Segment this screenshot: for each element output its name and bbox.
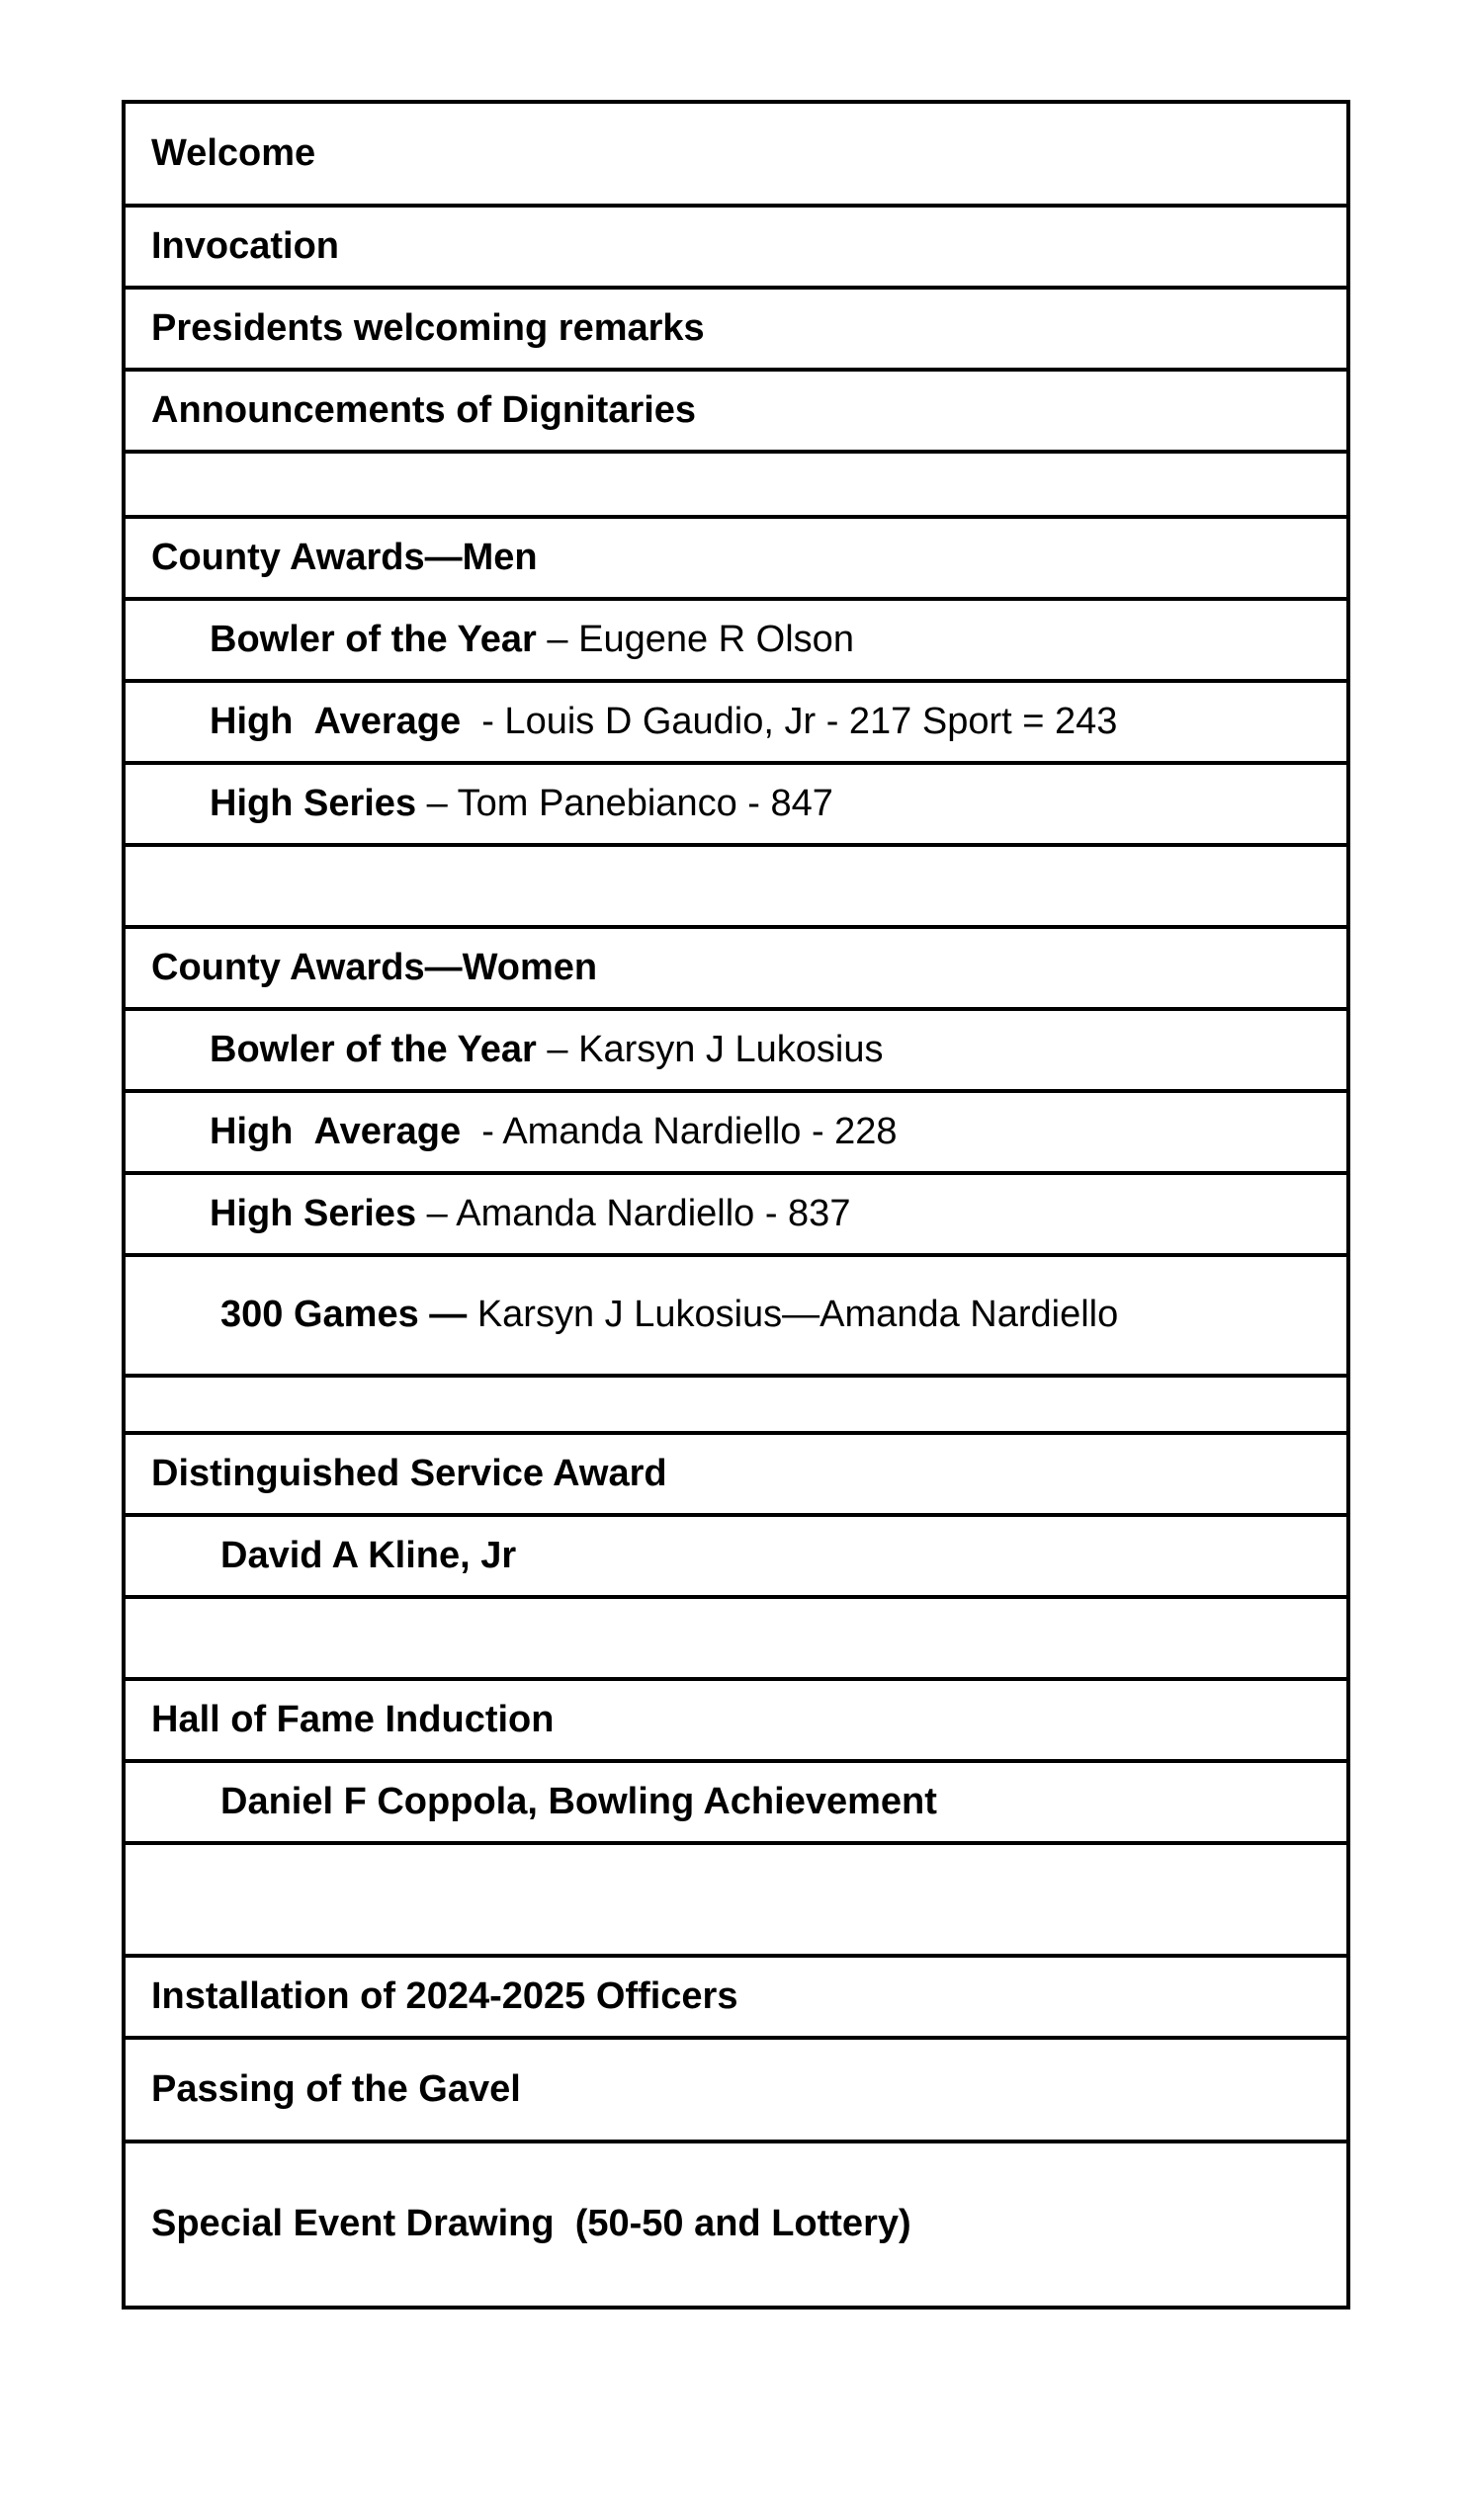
gavel-text: Passing of the Gavel <box>124 2038 1348 2142</box>
hall-of-fame-heading: Hall of Fame Induction <box>124 1679 1348 1761</box>
women-high-series-cell <box>124 1173 1348 1255</box>
women-average-label: High Average <box>210 1110 462 1152</box>
men-series-label: High Series <box>210 782 417 824</box>
men-average-label: High Average <box>210 700 462 742</box>
row-women-bowler-of-year <box>124 1009 1348 1091</box>
men-bowler-of-year-cell <box>124 599 1348 681</box>
drawing-text: Special Event Drawing (50-50 and Lottery) <box>124 2142 1348 2308</box>
row-installation <box>124 1956 1348 2038</box>
presidents-remarks-text: Presidents welcoming remarks <box>124 288 1348 370</box>
row-hall-of-fame-heading <box>124 1679 1348 1761</box>
men-bowler-value: – Eugene R Olson <box>536 618 854 660</box>
women-bowler-of-year-cell <box>124 1009 1348 1091</box>
women-series-value: – Amanda Nardiello - 837 <box>416 1192 851 1234</box>
row-men-bowler-of-year <box>124 599 1348 681</box>
games-value: Karsyn J Lukosius—Amanda Nardiello <box>467 1294 1119 1336</box>
men-bowler-label: Bowler of the Year <box>210 618 537 660</box>
women-bowler-value: – Karsyn J Lukosius <box>536 1028 884 1070</box>
row-dignitaries <box>124 370 1348 452</box>
row-men-high-series <box>124 763 1348 845</box>
row-men-high-average <box>124 681 1348 763</box>
women-300-games-cell <box>124 1255 1348 1376</box>
row-hall-of-fame-inductee <box>124 1761 1348 1843</box>
row-presidents-remarks <box>124 288 1348 370</box>
welcome-text: Welcome <box>124 102 1348 206</box>
invocation-text: Invocation <box>124 206 1348 288</box>
program-table <box>122 100 1350 2310</box>
service-award-heading: Distinguished Service Award <box>124 1433 1348 1515</box>
dignitaries-text: Announcements of Dignitaries <box>124 370 1348 452</box>
women-bowler-label: Bowler of the Year <box>210 1028 537 1070</box>
spacer-cell <box>124 452 1348 517</box>
service-award-recipient: David A Kline, Jr <box>124 1515 1348 1597</box>
row-women-high-series <box>124 1173 1348 1255</box>
row-drawing <box>124 2142 1348 2308</box>
row-men-heading <box>124 517 1348 599</box>
women-average-value: - Amanda Nardiello - 228 <box>461 1110 898 1152</box>
men-high-average-cell <box>124 681 1348 763</box>
women-series-label: High Series <box>210 1192 417 1234</box>
spacer-cell <box>124 1376 1348 1433</box>
row-service-award-recipient <box>124 1515 1348 1597</box>
spacer-cell <box>124 1597 1348 1679</box>
row-gavel <box>124 2038 1348 2142</box>
installation-text: Installation of 2024-2025 Officers <box>124 1956 1348 2038</box>
row-service-award-heading <box>124 1433 1348 1515</box>
row-women-300-games <box>124 1255 1348 1376</box>
row-spacer <box>124 452 1348 517</box>
hall-of-fame-inductee: Daniel F Coppola, Bowling Achievement <box>124 1761 1348 1843</box>
games-label: 300 Games — <box>220 1294 468 1336</box>
women-awards-heading: County Awards—Women <box>124 927 1348 1009</box>
men-average-value: - Louis D Gaudio, Jr - 217 Sport = 243 <box>461 700 1118 742</box>
women-high-average-cell <box>124 1091 1348 1173</box>
men-awards-heading: County Awards—Men <box>124 517 1348 599</box>
row-women-heading <box>124 927 1348 1009</box>
men-high-series-cell <box>124 763 1348 845</box>
row-welcome <box>124 102 1348 206</box>
row-spacer <box>124 845 1348 927</box>
row-spacer <box>124 1376 1348 1433</box>
spacer-cell <box>124 1843 1348 1956</box>
row-women-high-average <box>124 1091 1348 1173</box>
spacer-cell <box>124 845 1348 927</box>
row-spacer <box>124 1597 1348 1679</box>
row-invocation <box>124 206 1348 288</box>
men-series-value: – Tom Panebianco - 847 <box>416 782 833 824</box>
row-spacer <box>124 1843 1348 1956</box>
